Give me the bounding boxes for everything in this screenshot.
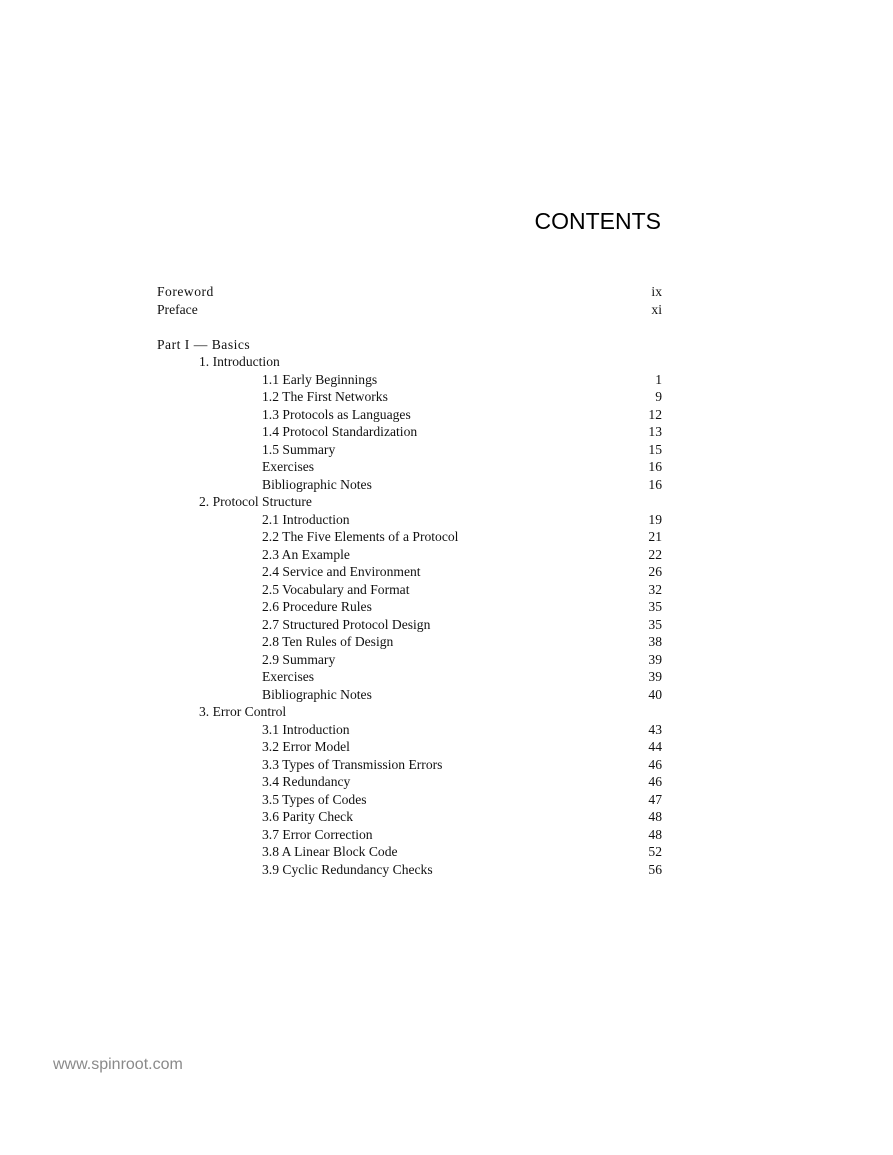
toc-page-number: 46 <box>648 774 662 789</box>
toc-section-row <box>157 336 662 354</box>
toc-entry-row <box>157 563 662 581</box>
toc-entry-row <box>157 808 662 826</box>
toc-entry-label: Bibliographic Notes <box>262 476 372 492</box>
toc-entry-row <box>157 423 662 441</box>
toc-entry-row <box>157 668 662 686</box>
toc-entry-label: Part I — Basics <box>157 336 251 352</box>
toc-section-row <box>157 283 662 301</box>
toc-entry-label: 1. Introduction <box>199 354 280 369</box>
toc-entry-label: 3.1 Introduction <box>262 721 350 737</box>
toc-entry-row <box>157 476 662 494</box>
toc-entry-label: Exercises <box>262 459 315 474</box>
toc-entry-row <box>157 616 662 634</box>
toc-page-number: 46 <box>648 756 662 772</box>
toc-entry-row <box>157 651 662 669</box>
toc-entry-label: 2.6 Procedure Rules <box>262 599 372 614</box>
toc-entry-label: Bibliographic Notes <box>262 686 372 702</box>
toc-entry-row <box>157 528 662 546</box>
toc-entry-row <box>157 406 662 424</box>
toc-page-number: 16 <box>648 476 662 492</box>
toc-entry-label: 2.8 Ten Rules of Design <box>262 634 394 649</box>
toc-entry-row <box>157 546 662 564</box>
toc-page-number: 48 <box>648 809 662 824</box>
table-of-contents <box>157 283 662 878</box>
toc-page-number: 16 <box>648 459 662 474</box>
toc-entry-label: 3. Error Control <box>199 704 287 719</box>
page-title: CONTENTS <box>534 208 661 234</box>
toc-entry-label: 3.7 Error Correction <box>262 826 373 842</box>
toc-chapter-row <box>157 493 662 511</box>
toc-entry-row <box>157 371 662 389</box>
toc-page-number: 44 <box>648 739 662 754</box>
toc-entry-label: 3.6 Parity Check <box>262 809 353 824</box>
toc-entry-row <box>157 633 662 651</box>
toc-page-number: 32 <box>648 581 662 597</box>
toc-page-number: 39 <box>648 651 662 667</box>
toc-entry-row <box>157 598 662 616</box>
toc-entry-label: 2.4 Service and Environment <box>262 564 421 579</box>
toc-entry-label: 2.9 Summary <box>262 651 336 667</box>
toc-page-number: 39 <box>648 669 662 684</box>
toc-entry-row <box>157 861 662 879</box>
toc-page-number: ix <box>651 284 662 299</box>
toc-entry-label: 2. Protocol Structure <box>199 494 312 509</box>
toc-entry-label: 1.3 Protocols as Languages <box>262 406 411 422</box>
toc-page-number: 56 <box>648 861 662 877</box>
toc-chapter-row <box>157 703 662 721</box>
toc-entry-row <box>157 721 662 739</box>
toc-entry-row <box>157 791 662 809</box>
toc-entry-label: 3.2 Error Model <box>262 739 350 754</box>
toc-entry-row <box>157 388 662 406</box>
toc-page-number: 19 <box>648 511 662 527</box>
toc-entry-row <box>157 686 662 704</box>
toc-entry-row <box>157 843 662 861</box>
toc-entry-label: 2.5 Vocabulary and Format <box>262 581 410 597</box>
toc-page-number: 12 <box>648 406 662 422</box>
toc-entry-row <box>157 581 662 599</box>
toc-entry-label: 3.9 Cyclic Redundancy Checks <box>262 861 433 877</box>
toc-entry-label: 3.5 Types of Codes <box>262 791 367 807</box>
toc-entry-row <box>157 738 662 756</box>
toc-page-number: 35 <box>648 599 662 614</box>
toc-entry-label: Exercises <box>262 669 315 684</box>
toc-entry-label: Preface <box>157 301 198 317</box>
toc-page-number: 1 <box>655 371 662 387</box>
toc-page-number: 48 <box>648 826 662 842</box>
toc-page-number: 26 <box>648 564 662 579</box>
footer-url: www.spinroot.com <box>53 1056 183 1073</box>
toc-page-number: 9 <box>655 389 662 404</box>
toc-page-number: 22 <box>648 546 662 562</box>
toc-entry-label: 3.8 A Linear Block Code <box>262 844 398 859</box>
toc-entry-label: 1.1 Early Beginnings <box>262 371 378 387</box>
toc-entry-label: 1.4 Protocol Standardization <box>262 424 418 439</box>
toc-entry-label: 2.7 Structured Protocol Design <box>262 616 431 632</box>
toc-section-row <box>157 301 662 319</box>
toc-entry-row <box>157 458 662 476</box>
toc-page-number: 13 <box>648 424 662 439</box>
toc-page-number: 43 <box>648 721 662 737</box>
toc-entry-label: Foreword <box>157 284 214 299</box>
toc-page-number: 52 <box>648 844 662 859</box>
toc-page-number: 38 <box>648 634 662 649</box>
toc-page-number: 15 <box>648 441 662 457</box>
toc-entry-label: 1.5 Summary <box>262 441 336 457</box>
toc-entry-row <box>157 441 662 459</box>
toc-entry-row <box>157 773 662 791</box>
toc-page-number: 21 <box>648 529 662 544</box>
toc-entry-label: 2.3 An Example <box>262 546 350 562</box>
toc-entry-row <box>157 826 662 844</box>
toc-entry-label: 2.2 The Five Elements of a Protocol <box>262 529 459 544</box>
toc-chapter-row <box>157 353 662 371</box>
toc-entry-label: 1.2 The First Networks <box>262 389 388 404</box>
toc-page-number: 35 <box>648 616 662 632</box>
toc-page-number: 40 <box>648 686 662 702</box>
toc-page-number: 47 <box>648 791 662 807</box>
toc-entry-label: 3.4 Redundancy <box>262 774 351 789</box>
toc-entry-label: 3.3 Types of Transmission Errors <box>262 756 443 772</box>
toc-entry-label: 2.1 Introduction <box>262 511 350 527</box>
toc-page-number: xi <box>651 301 662 317</box>
toc-entry-row <box>157 756 662 774</box>
toc-entry-row <box>157 511 662 529</box>
